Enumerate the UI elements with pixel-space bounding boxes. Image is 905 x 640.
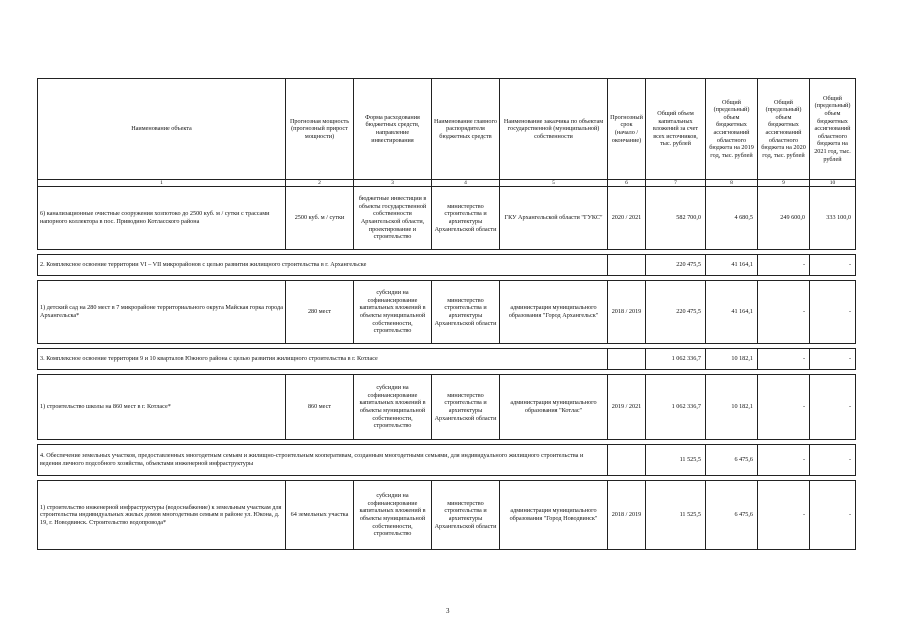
object-name: 1) строительство школы на 860 мест в г. Котласе* — [38, 375, 286, 440]
year-2019-cell: 4 680,5 — [706, 187, 758, 250]
object-name: 1) детский сад на 280 мест в 7 микрорайоне территориального округа Майская горка города Архангельска* — [38, 281, 286, 344]
manager-cell: министерство строительства и архитектуры Архангельской области — [432, 481, 500, 550]
year-2020-cell: - — [758, 481, 810, 550]
header-row — [38, 79, 856, 180]
year-2021-cell: - — [810, 481, 856, 550]
year-2020-cell: - — [758, 349, 810, 370]
header-cell: Общий объем капитальных вложений за счет всех источников, тыс. рублей — [646, 79, 706, 180]
year-2019-cell: 6 475,6 — [706, 445, 758, 476]
capacity-cell: 64 земельных участка — [286, 481, 354, 550]
form-cell: субсидии на софинансирование капитальных вложений в объекты муниципальной собственности, строительство — [354, 281, 432, 344]
year-2019-cell: 10 182,1 — [706, 349, 758, 370]
year-2020-cell: - — [758, 375, 810, 440]
total-cell: 1 062 336,7 — [646, 375, 706, 440]
year-2020-cell: - — [758, 445, 810, 476]
customer-cell: администрация муниципального образования "Город Архангельск" — [500, 281, 608, 344]
customer-cell: администрация муниципального образования "Город Новодвинск" — [500, 481, 608, 550]
table-row — [38, 375, 856, 440]
year-2019-cell: 6 475,6 — [706, 481, 758, 550]
investment-table-container — [37, 78, 855, 550]
section-title: 4. Обеспечение земельных участков, предоставленных многодетным семьям и жилищно-строительным кооперативам, созданным многодетными семьями, для индивидуального жилищного строительства и ведения личного подсобного хозяйства, объектами инженерной инфраструктуры — [38, 445, 608, 476]
manager-cell: министерство строительства и архитектуры Архангельской области — [432, 187, 500, 250]
year-2020-cell: - — [758, 281, 810, 344]
column-number: 8 — [706, 180, 758, 187]
column-number: 3 — [354, 180, 432, 187]
year-2019-cell: 41 164,1 — [706, 281, 758, 344]
total-cell: 220 475,5 — [646, 281, 706, 344]
header-cell: Прогнозная мощность (прогнозный прирост мощности) — [286, 79, 354, 180]
header-cell: Форма расходования бюджетных средств, направление инвестирования — [354, 79, 432, 180]
manager-cell: министерство строительства и архитектуры Архангельской области — [432, 281, 500, 344]
customer-cell: администрация муниципального образования "Котлас" — [500, 375, 608, 440]
section-row — [38, 255, 856, 276]
year-2020-cell: 249 600,0 — [758, 187, 810, 250]
column-number: 4 — [432, 180, 500, 187]
total-cell: 11 525,5 — [646, 445, 706, 476]
capacity-cell: 860 мест — [286, 375, 354, 440]
total-cell: 582 700,0 — [646, 187, 706, 250]
column-number: 7 — [646, 180, 706, 187]
form-cell: субсидии на софинансирование капитальных вложений в объекты муниципальной собственности, строительство — [354, 375, 432, 440]
header-cell: Наименование заказчика по объектам государственной (муниципальной) собственности — [500, 79, 608, 180]
customer-cell: ГКУ Архангельской области "ГУКС" — [500, 187, 608, 250]
header-cell: Наименование главного распорядителя бюджетных средств — [432, 79, 500, 180]
table-row — [38, 187, 856, 250]
column-number: 1 — [38, 180, 286, 187]
period-cell: 2018 / 2019 — [608, 281, 646, 344]
column-number: 9 — [758, 180, 810, 187]
table-row — [38, 281, 856, 344]
capacity-cell: 2500 куб. м / сутки — [286, 187, 354, 250]
section-title: 2. Комплексное освоение территории VI – VII микрорайонов с целью развития жилищного строительства в г. Архангельске — [38, 255, 608, 276]
total-cell: 11 525,5 — [646, 481, 706, 550]
form-cell: бюджетные инвестиции в объекты государственной собственности Архангельской области, проектирование и строительство — [354, 187, 432, 250]
header-cell: Общий (предельный) объем бюджетных ассигнований областного бюджета на 2019 год, тыс. рублей — [706, 79, 758, 180]
year-2021-cell: - — [810, 255, 856, 276]
period-cell: 2020 / 2021 — [608, 187, 646, 250]
manager-cell: министерство строительства и архитектуры Архангельской области — [432, 375, 500, 440]
year-2021-cell: - — [810, 375, 856, 440]
object-name: 1) строительство инженерной инфраструктуры (водоснабжение) к земельным участкам для строительства индивидуальных жилых домов многодетным семьям в районе ул. Юкона, д. 19, г. Новодвинск. Строительство водопровода* — [38, 481, 286, 550]
section-row — [38, 349, 856, 370]
year-2020-cell: - — [758, 255, 810, 276]
column-number: 5 — [500, 180, 608, 187]
column-number: 2 — [286, 180, 354, 187]
period-cell — [608, 255, 646, 276]
total-cell: 220 475,5 — [646, 255, 706, 276]
table-row — [38, 481, 856, 550]
form-cell: субсидии на софинансирование капитальных вложений в объекты муниципальной собственности, строительство — [354, 481, 432, 550]
year-2021-cell: - — [810, 349, 856, 370]
investment-table — [37, 78, 856, 550]
capacity-cell: 280 мест — [286, 281, 354, 344]
section-title: 3. Комплексное освоение территории 9 и 10 кварталов Южного района с целью развития жилищного строительства в г. Котласе — [38, 349, 608, 370]
page-number: 3 — [446, 607, 450, 615]
section-row — [38, 445, 856, 476]
object-name: 6) канализационные очистные сооружения хозпотоко до 2500 куб. м / сутки с трассами напорного коллектора в пос. Приводино Котласского района — [38, 187, 286, 250]
column-number: 6 — [608, 180, 646, 187]
year-2021-cell: - — [810, 281, 856, 344]
column-number: 10 — [810, 180, 856, 187]
period-cell — [608, 349, 646, 370]
total-cell: 1 062 336,7 — [646, 349, 706, 370]
period-cell: 2018 / 2019 — [608, 481, 646, 550]
year-2019-cell: 10 182,1 — [706, 375, 758, 440]
column-number-row — [38, 180, 856, 187]
year-2021-cell: - — [810, 445, 856, 476]
year-2019-cell: 41 164,1 — [706, 255, 758, 276]
header-cell: Прогнозный срок (начало / окончание) — [608, 79, 646, 180]
period-cell — [608, 445, 646, 476]
header-cell: Общий (предельный) объем бюджетных ассигнований областного бюджета на 2020 год, тыс. рублей — [758, 79, 810, 180]
header-cell: Наименование объекта — [38, 79, 286, 180]
period-cell: 2019 / 2021 — [608, 375, 646, 440]
year-2021-cell: 333 100,0 — [810, 187, 856, 250]
header-cell: Общий (предельный) объем бюджетных ассигнований областного бюджета на 2021 год, тыс. рублей — [810, 79, 856, 180]
